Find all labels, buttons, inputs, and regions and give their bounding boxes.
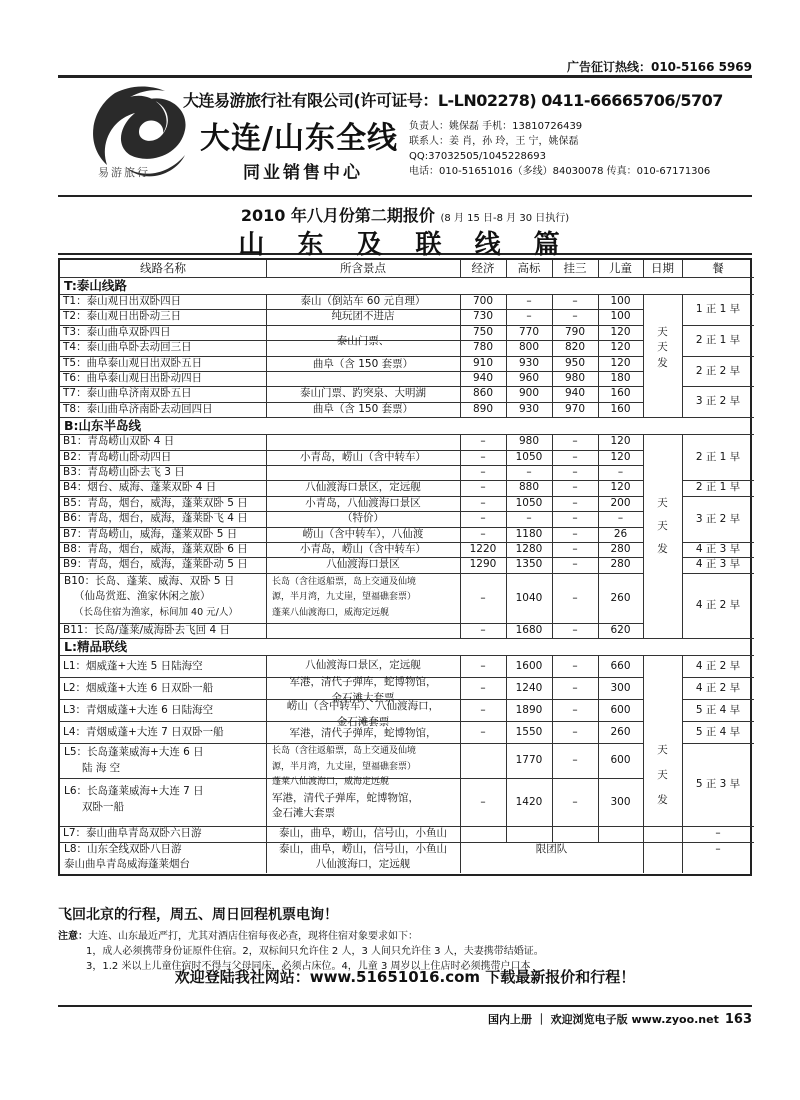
route-name: B7：青岛崂山，威海，蓬莱双卧 5 日 [63, 527, 238, 540]
price-cell: 900 [518, 387, 540, 400]
col-rule [682, 294, 683, 417]
price-cell: 120 [610, 435, 631, 448]
col-rule [598, 826, 599, 841]
price-cell: 200 [610, 496, 631, 509]
col-rule [598, 260, 599, 277]
route-name: B11：长岛/蓬莱/威海卧去飞回 4 日 [63, 624, 230, 636]
sight-text: 泰山，曲阜，崂山，信号山，小鱼山 [279, 827, 447, 840]
col-rule [506, 434, 507, 638]
route-name: B10：长岛、蓬莱、威海、双卧 5 日 [64, 574, 235, 587]
price-table [58, 258, 752, 876]
col-rule [643, 260, 644, 277]
price-cell: 1680 [515, 624, 543, 636]
col-rule [460, 826, 461, 872]
route-name: （仙岛赏逛、渔家休闲之旅） [74, 590, 211, 603]
meal-cell: 3 正 2 早 [695, 395, 741, 408]
column-header: 高标 [517, 261, 541, 275]
footer-text: 国内上册 ｜ 欢迎浏览电子版 www.zyoo.net [487, 1013, 719, 1026]
price-cell: – [480, 512, 486, 525]
column-header: 日期 [651, 261, 674, 275]
price-cell: – [480, 660, 486, 673]
col-rule [460, 294, 461, 417]
sight-text: 长岛（含往返船票，岛上交通及仙境 [272, 576, 417, 587]
price-cell: – [480, 466, 486, 478]
contact-line: 负责人：姚保磊 手机：13810726439 [409, 121, 583, 132]
date-cell: 天 [657, 769, 668, 782]
price-cell: 930 [518, 402, 540, 415]
price-cell: 980 [518, 435, 540, 448]
price-cell: – [572, 543, 578, 555]
price-cell: – [480, 435, 486, 448]
sight-text: 泰山（倒站车 60 元自理） [300, 295, 426, 307]
page-number: 163 [724, 1012, 752, 1027]
sight-text: 泰山门票、趵突泉、大明湖 [300, 387, 426, 400]
period-note: (8 月 15 日-8 月 30 日执行) [440, 213, 570, 224]
date-cell: 天 [657, 496, 668, 509]
sight-text: 军港，清代子弹库，蛇博物馆， [272, 791, 419, 804]
price-cell: – [480, 527, 486, 540]
price-cell: 790 [564, 325, 586, 338]
price-cell: 1350 [515, 558, 543, 571]
sight-text: （特价） [342, 512, 384, 525]
ad-hotline: 广告征订热线：010-5166 5969 [566, 60, 752, 74]
notes-line: 1，成人必须携带身份证原件住宿。2，双标间只允许住 2 人，3 人间只允许住 3 人，夫妻携带结婚证。 [86, 946, 544, 957]
price-cell: 100 [610, 295, 631, 307]
col-rule [682, 826, 683, 872]
column-header: 餐 [712, 261, 724, 275]
col-rule [643, 655, 644, 826]
column-header: 所含景点 [340, 261, 386, 275]
price-cell: – [480, 796, 486, 809]
sight-text: 八仙渡海口，定远舰 [315, 858, 411, 871]
sight-text: 崂山（含中转车）、八仙渡海口， [286, 700, 440, 713]
meal-cell: 4 正 2 早 [695, 598, 741, 611]
route-name: L3：青烟威蓬+大连 6 日陆海空 [63, 704, 214, 717]
row-rule [266, 573, 460, 574]
route-name: T7：泰山曲阜济南双卧五日 [63, 387, 192, 400]
route-name: T6：曲阜泰山观日出卧动四日 [63, 372, 203, 384]
price-cell: 160 [610, 387, 631, 400]
price-cell: 1770 [515, 754, 543, 767]
col-rule [266, 655, 267, 826]
col-rule [598, 294, 599, 417]
col-rule [682, 655, 683, 826]
route-name: T8：泰山曲阜济南卧去动回四日 [63, 402, 213, 415]
col-rule [266, 260, 267, 277]
price-cell: 750 [472, 325, 494, 338]
price-cell: – [526, 310, 532, 323]
route-name: B9：青岛，烟台，威海，蓬莱卧动 5 日 [63, 558, 248, 571]
col-rule [552, 434, 553, 638]
price-cell: 970 [564, 402, 586, 415]
date-cell: 发 [657, 543, 668, 555]
sight-text: 崂山（含中转车），八仙渡 [302, 527, 424, 540]
col-rule [643, 434, 644, 638]
sight-text: 八仙渡海口景区 [326, 558, 400, 571]
price-cell: 160 [610, 402, 631, 415]
price-cell: – [572, 435, 578, 448]
top-rule [58, 75, 752, 78]
price-cell: 120 [610, 481, 631, 494]
price-cell: 980 [564, 372, 586, 384]
route-name: L6：长岛蓬莱威海+大连 7 日 [64, 785, 204, 798]
route-name: B2：青岛崂山卧动四日 [63, 450, 172, 463]
price-cell: – [480, 704, 486, 717]
price-cell: – [572, 466, 578, 478]
column-header: 儿童 [609, 261, 632, 275]
col-rule [682, 260, 683, 277]
col-rule [643, 826, 644, 841]
price-cell: – [617, 512, 624, 525]
meal-cell: – [715, 842, 721, 855]
route-name: T4：泰山曲阜卧去动回三日 [63, 341, 192, 354]
route-name: T3：泰山曲阜双卧四日 [63, 325, 171, 338]
meal-cell: 4 正 3 早 [695, 558, 741, 571]
price-cell: – [480, 682, 486, 695]
meal-cell: 2 正 1 早 [695, 451, 741, 464]
price-cell: 1890 [515, 704, 543, 717]
price-cell: 1050 [515, 496, 543, 509]
price-cell: 1550 [515, 726, 543, 739]
sight-text: 金石滩大套票 [272, 807, 335, 819]
column-header: 线路名称 [140, 261, 186, 275]
route-name: T1：泰山观日出双卧四日 [63, 295, 182, 307]
route-name: B8：青岛，烟台，威海，蓬莱双卧 6 日 [63, 543, 248, 555]
col-rule [552, 294, 553, 417]
row-rule [266, 480, 460, 481]
col-rule [682, 434, 683, 638]
section-label: B:山东半岛线 [64, 418, 142, 434]
sales-center: 同业销售中心 [243, 163, 363, 183]
price-cell: – [526, 466, 532, 478]
sight-text: 小青岛，崂山（含中转车） [300, 543, 426, 555]
contact-line: 电话：010-51651016（多线）84030078 传真：010-67171306 [409, 166, 711, 177]
col-rule [506, 260, 507, 277]
price-cell: 780 [472, 341, 494, 354]
price-cell: – [572, 704, 578, 717]
price-cell: 1290 [469, 558, 497, 571]
route-name: L8：山东全线双卧八日游 [64, 842, 182, 855]
meal-cell: 2 正 1 早 [695, 333, 741, 346]
row-rule [266, 857, 267, 858]
col-rule [266, 826, 267, 872]
price-cell: – [572, 450, 578, 463]
meal-cell: 1 正 1 早 [695, 303, 741, 315]
price-cell: – [526, 295, 532, 307]
sight-text: 蓬莱八仙渡海口，威海定远舰 [272, 607, 390, 618]
price-cell: 260 [610, 591, 631, 604]
price-period [58, 203, 752, 226]
price-cell: 1600 [515, 660, 543, 673]
meal-cell: 4 正 2 早 [695, 682, 741, 695]
route-name: T2：泰山观日出卧动三日 [63, 310, 182, 323]
price-cell: 300 [610, 682, 631, 695]
logo-text: 易游旅行 [98, 166, 150, 179]
price-cell: 730 [472, 310, 494, 323]
col-rule [506, 826, 507, 841]
meal-cell: 3 正 2 早 [695, 512, 741, 525]
date-cell: 天 [657, 325, 668, 338]
sight-text: 军港，清代子弹库，蛇博物馆， [289, 676, 437, 689]
price-cell: 1180 [515, 527, 543, 540]
price-cell: 280 [610, 558, 631, 571]
route-name: L7：泰山曲阜青岛双卧六日游 [63, 827, 202, 840]
price-cell: – [572, 295, 578, 307]
price-cell: 1040 [515, 591, 543, 604]
price-cell: – [526, 512, 532, 525]
price-cell: 1050 [515, 450, 543, 463]
sight-text: 八仙渡海口景区，定远舰 [305, 659, 421, 672]
col-rule [552, 260, 553, 277]
price-cell: 280 [610, 543, 631, 555]
sight-text: 军港，清代子弹库，蛇博物馆， [289, 727, 437, 740]
price-cell: – [572, 527, 578, 540]
route-name: （长岛住宿为渔家，标间加 40 元/人） [74, 606, 238, 618]
sight-text: 曲阜（含 150 套票） [312, 358, 414, 371]
page-title: 大连/山东全线 [200, 121, 398, 156]
date-cell: 发 [657, 793, 668, 806]
price-cell: – [572, 591, 578, 604]
price-cell: – [480, 496, 486, 509]
sight-text: 长岛（含往返船票，岛上交通及仙境 [272, 746, 417, 757]
price-cell: 940 [472, 372, 494, 384]
price-cell: 120 [610, 356, 631, 369]
notes-line: 大连、山东最近严打，尤其对酒店住宿每夜必查，现将住宿对象要求如下： [88, 931, 418, 942]
price-cell: – [572, 726, 578, 739]
notes-label: 注意： [58, 931, 88, 942]
route-name: B6：青岛，烟台，威海，蓬莱卧飞 4 日 [63, 512, 248, 525]
price-cell: – [617, 466, 624, 478]
col-rule [598, 434, 599, 638]
route-name: 陆 海 空 [82, 761, 121, 774]
route-name: B5：青岛，烟台，威海，蓬莱双卧 5 日 [63, 496, 248, 509]
price-cell: 880 [518, 481, 540, 494]
price-cell: – [480, 726, 486, 739]
col-rule [266, 294, 267, 417]
price-cell: 1220 [469, 543, 497, 555]
section-label: T:泰山线路 [64, 278, 127, 293]
price-cell: – [480, 450, 486, 463]
price-cell: 620 [610, 624, 631, 636]
group-cell: 限团队 [535, 842, 568, 855]
sight-text: 泰山，曲阜，崂山，信号山，小鱼山 [279, 842, 447, 855]
price-cell: 120 [610, 325, 631, 338]
price-cell: 1280 [515, 543, 543, 555]
price-cell: – [480, 481, 486, 494]
price-cell: 1240 [515, 682, 543, 695]
meal-cell: 5 正 4 早 [695, 726, 741, 739]
price-cell: 300 [610, 796, 631, 809]
price-cell: 660 [610, 660, 631, 673]
price-cell: 800 [518, 341, 540, 354]
notes-headline: 飞回北京的行程，周五、周日回程机票电询！ [58, 907, 338, 923]
col-rule [506, 294, 507, 417]
sight-text: 源，半月湾，九丈崖，望福礁套票） [272, 761, 417, 772]
section-label: L:精品联线 [64, 639, 127, 655]
notes [58, 904, 752, 972]
price-cell: 820 [564, 341, 586, 354]
contact-line: 联系人：姜 肖，孙 玲，王 宁，姚保磊 [409, 136, 579, 147]
sight-text: 纯玩团不进店 [331, 310, 395, 323]
date-cell: 天 [657, 519, 668, 532]
date-cell: 发 [657, 356, 668, 369]
price-cell: 600 [610, 754, 631, 767]
price-cell: 960 [518, 372, 540, 384]
row-rule [60, 417, 754, 418]
price-cell: 600 [610, 704, 631, 717]
price-cell: 890 [472, 402, 494, 415]
price-cell: 100 [610, 310, 631, 323]
meal-cell: 2 正 1 早 [695, 481, 741, 494]
price-cell: 120 [610, 450, 631, 463]
sight-text: 源，半月湾，九丈崖，望福礁套票） [272, 592, 417, 603]
route-name: 泰山曲阜青岛威海蓬莱烟台 [64, 858, 190, 871]
price-cell: – [572, 481, 578, 494]
price-cell: 700 [472, 295, 494, 307]
meal-cell: 5 正 4 早 [695, 704, 741, 717]
price-cell: 940 [564, 387, 586, 400]
col-rule [460, 655, 461, 826]
price-cell: – [572, 624, 578, 636]
meal-cell: 4 正 2 早 [695, 660, 741, 673]
route-name: T5：曲阜泰山观日出双卧五日 [63, 356, 203, 369]
col-rule [266, 434, 267, 638]
meal-cell: 2 正 2 早 [695, 364, 741, 377]
price-cell: – [572, 512, 578, 525]
column-header: 挂三 [563, 261, 587, 275]
notes-line: 3，1.2 米以上儿童住宿时不得与父母同床，必须占床位。4，儿童 3 周岁以上住店时必须携带户口本 [86, 961, 531, 972]
route-name: L4：青烟威蓬+大连 7 日双卧一船 [63, 726, 224, 739]
price-cell: 770 [518, 325, 540, 338]
price-cell: 930 [518, 356, 540, 369]
title-box [58, 195, 752, 260]
meal-cell: 4 正 3 早 [695, 543, 741, 555]
route-name: B3：青岛崂山卧去飞 3 日 [63, 466, 185, 478]
column-header: 经济 [471, 261, 495, 275]
date-cell: 天 [657, 744, 668, 757]
col-rule [552, 826, 553, 841]
contact-line: QQ:37032505/1045228693 [409, 151, 547, 162]
price-cell: – [572, 310, 578, 323]
route-name: L2：烟威蓬+大连 6 日双卧一船 [63, 682, 214, 695]
row-rule [60, 277, 754, 278]
price-cell: – [572, 660, 578, 673]
price-cell: 260 [610, 726, 631, 739]
sight-text: 小青岛，八仙渡海口景区 [305, 496, 421, 509]
sight-text: 八仙渡海口景区，定远舰 [305, 481, 421, 494]
price-cell: – [480, 624, 486, 636]
price-cell: – [572, 682, 578, 695]
price-cell: 180 [610, 372, 631, 384]
sight-text: 金石滩大套票 [331, 691, 395, 704]
col-rule [598, 655, 599, 826]
sight-text: 金石滩套票 [336, 715, 390, 728]
sight-text: 蓬莱八仙渡海口，威海定远舰 [272, 777, 390, 788]
section-heading: 山 东 及 联 线 篇 [238, 230, 572, 260]
sight-text: 曲阜（含 150 套票） [312, 402, 414, 415]
page-footer [58, 1005, 752, 1027]
sight-text: 泰山门票、 [336, 335, 390, 348]
col-rule [460, 434, 461, 638]
route-name: L1：烟威蓬+大连 5 日陆海空 [63, 660, 203, 673]
price-cell: – [480, 591, 486, 604]
price-cell: 950 [564, 356, 586, 369]
row-rule [60, 638, 754, 639]
price-cell: 1420 [515, 796, 543, 809]
route-name: L5：长岛蓬莱威海+大连 6 日 [64, 746, 204, 759]
company-name: 大连易游旅行社有限公司(许可证号：L-LN02278) 0411-66665706/5707 [183, 91, 723, 110]
route-name: B1：青岛崂山双卧 4 日 [63, 435, 175, 448]
price-cell: 860 [472, 387, 494, 400]
period-main: 2010 年八月份第二期报价 [240, 206, 435, 225]
route-name: B4：烟台、威海、蓬莱双卧 4 日 [63, 481, 217, 494]
date-cell: 天 [657, 341, 668, 354]
price-cell: – [572, 558, 578, 571]
price-cell: – [572, 796, 578, 809]
meal-cell: 5 正 3 早 [695, 778, 741, 791]
col-rule [460, 260, 461, 277]
price-cell: – [572, 754, 578, 767]
col-rule [506, 655, 507, 826]
route-name: 双卧一船 [82, 800, 124, 813]
col-rule [643, 294, 644, 417]
price-cell: 26 [613, 527, 628, 540]
meal-cell: – [715, 827, 721, 840]
price-cell: 120 [610, 341, 631, 354]
sight-text: 小青岛，崂山（含中转车） [300, 450, 426, 463]
price-cell: 910 [472, 356, 494, 369]
col-rule [643, 842, 644, 873]
col-rule [552, 655, 553, 826]
website-banner: 欢迎登陆我社网站：www.51651016.com 下载最新报价和行程！ [174, 968, 636, 986]
price-cell: – [572, 496, 578, 509]
